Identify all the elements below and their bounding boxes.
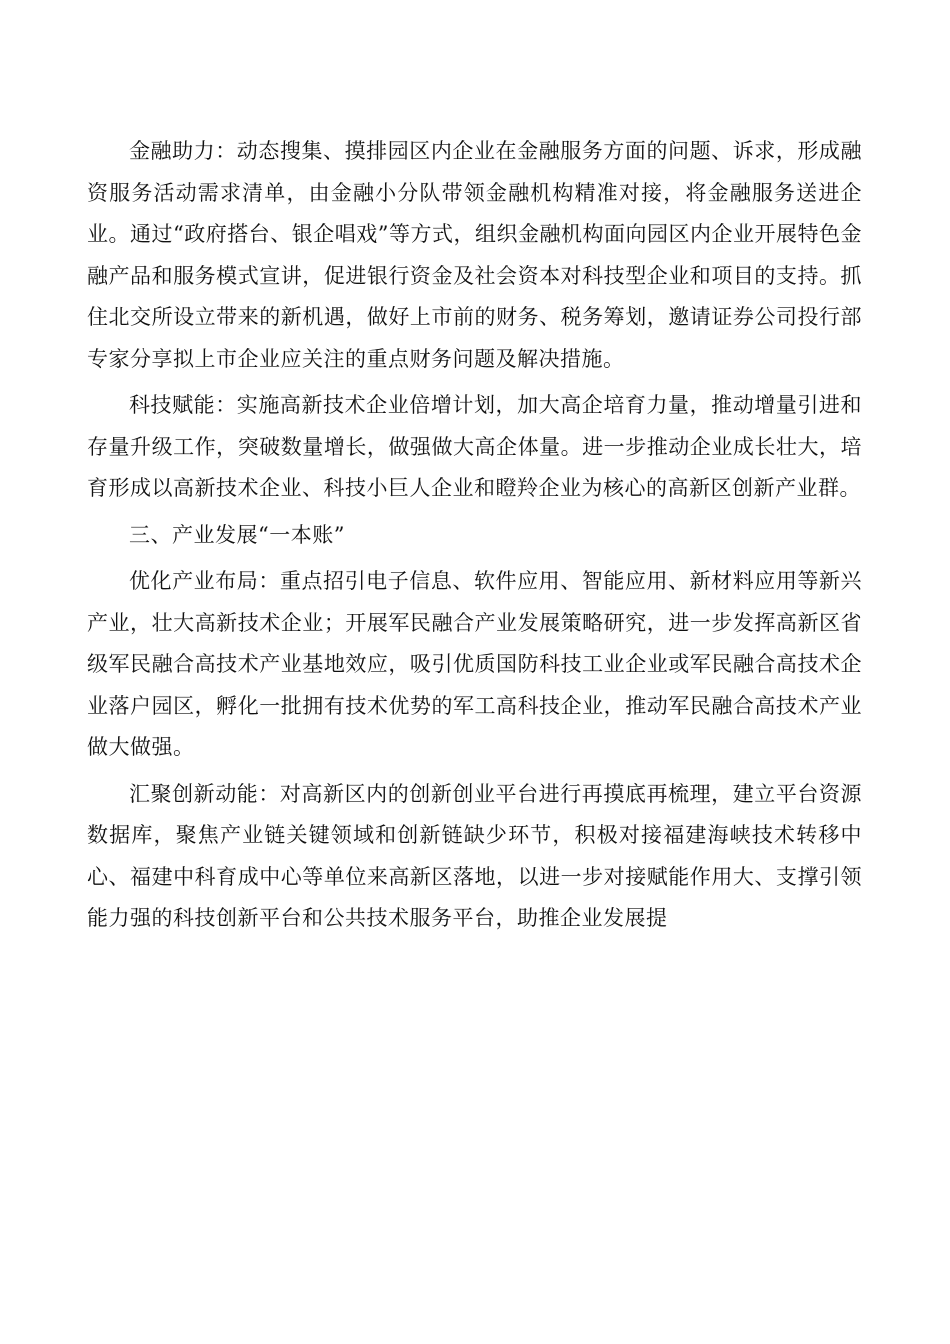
- paragraph-innovation-momentum: 汇聚创新动能：对高新区内的创新创业平台进行再摸底再梳理，建立平台资源数据库，聚焦产业链关键领域和创新链缺少环节，积极对接福建海峡技术转移中心、福建中科育成中心等单位来高新区落地，以进一步对接赋能作用大、支撑引领能力强的科技创新平台和公共技术服务平台，助推企业发展提: [87, 781, 862, 930]
- paragraph-financial-support: 金融助力：动态搜集、摸排园区内企业在金融服务方面的问题、诉求，形成融资服务活动需求清单，由金融小分队带领金融机构精准对接，将金融服务送进企业。通过“政府搭台、银企唱戏”等方式，组织金融机构面向园区内企业开展特色金融产品和服务模式宣讲，促进银行资金及社会资本对科技型企业和项目的支持。抓住北交所设立带来的新机遇，做好上市前的财务、税务筹划，邀请证券公司投行部专家分享拟上市企业应关注的重点财务问题及解决措施。: [87, 139, 862, 371]
- paragraph-tech-empowerment: 科技赋能：实施高新技术企业倍增计划，加大高企培育力量，推动增量引进和存量升级工作，突破数量增长，做强做大高企体量。进一步推动企业成长壮大，培育形成以高新技术企业、科技小巨人企业和瞪羚企业为核心的高新区创新产业群。: [87, 393, 862, 500]
- paragraph-optimize-industry-layout: 优化产业布局：重点招引电子信息、软件应用、智能应用、新材料应用等新兴产业，壮大高新技术企业；开展军民融合产业发展策略研究，进一步发挥高新区省级军民融合高技术产业基地效应，吸引优质国防科技工业企业或军民融合高技术企业落户园区，孵化一批拥有技术优势的军工高科技企业，推动军民融合高技术产业做大做强。: [87, 569, 862, 759]
- section-heading-industry-development: 三、产业发展“一本账”: [129, 522, 345, 547]
- document-body: [87, 131, 862, 940]
